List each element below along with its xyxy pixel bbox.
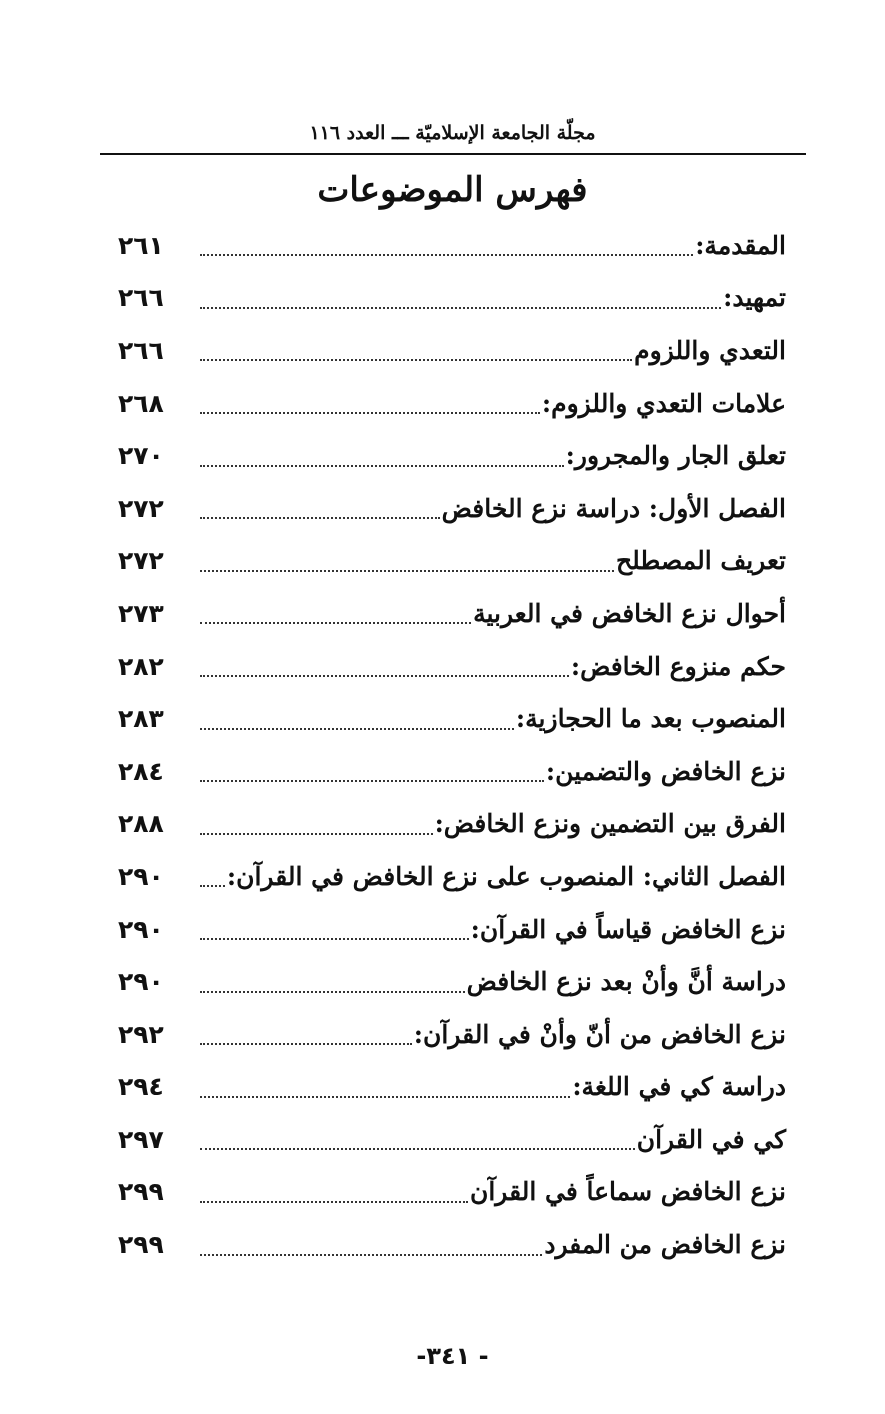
toc-entry-title: الفرق بين التضمين ونزع الخافض: — [434, 809, 786, 839]
toc-entry-title: تمهيد: — [723, 283, 786, 313]
toc-entry — [110, 1218, 786, 1271]
dot-leader — [200, 1201, 468, 1203]
toc-entry-page: ٢٩٩ — [118, 1230, 164, 1260]
page-title: فهرس الموضوعات — [317, 170, 588, 210]
toc-entry-page: ٢٧٣ — [118, 598, 164, 628]
toc-entry — [110, 745, 786, 798]
toc-entry-page: ٢٩٠ — [118, 914, 164, 944]
dot-leader — [200, 833, 433, 835]
dot-leader — [200, 991, 465, 993]
running-header: مجلّة الجامعة الإسلاميّة ـــ العدد ١١٦ — [309, 122, 596, 144]
toc-entry-page: ٢٩٤ — [118, 1072, 164, 1102]
toc-entry-page: ٢٩٩ — [118, 1177, 164, 1207]
toc-entry-page: ٢٦٨ — [118, 388, 164, 418]
toc-entry-page: ٢٦٦ — [118, 283, 164, 313]
toc-entry — [110, 429, 786, 482]
toc-entry-page: ٢٩٢ — [118, 1019, 164, 1049]
toc-entry-title: نزع الخافض من أنّ وأنْ في القرآن: — [413, 1019, 786, 1049]
toc-entry — [110, 640, 786, 693]
toc-entry-page: ٢٩٧ — [118, 1124, 164, 1154]
toc-entry — [110, 1166, 786, 1219]
dot-leader — [200, 622, 471, 624]
dot-leader — [200, 412, 540, 414]
toc-entry-page: ٢٦١ — [118, 230, 164, 260]
header-rule — [100, 153, 806, 155]
toc-entry-title: تعلق الجار والمجرور: — [565, 441, 786, 471]
toc-entry — [110, 798, 786, 851]
toc-entry-page: ٢٨٣ — [118, 704, 164, 734]
toc-entry-title: المقدمة: — [695, 230, 786, 260]
toc-entry-page: ٢٨٨ — [118, 809, 164, 839]
toc-entry — [110, 587, 786, 640]
toc-entry-title: علامات التعدي واللزوم: — [541, 388, 786, 418]
dot-leader — [200, 517, 440, 519]
toc-entry-title: المنصوب بعد ما الحجازية: — [515, 704, 786, 734]
toc-entry-page: ٢٧٢ — [118, 546, 164, 576]
toc-entry — [110, 955, 786, 1008]
dot-leader — [200, 254, 693, 256]
dot-leader — [200, 1254, 542, 1256]
dot-leader — [200, 307, 721, 309]
toc-entry-title: نزع الخافض والتضمين: — [545, 756, 786, 786]
toc-entry-page: ٢٨٤ — [118, 756, 164, 786]
toc-entry — [110, 482, 786, 535]
toc-entry-title: الفصل الأول: دراسة نزع الخافض — [441, 493, 786, 523]
dot-leader — [200, 885, 225, 887]
dot-leader — [200, 465, 564, 467]
toc-entry-title: دراسة كي في اللغة: — [572, 1072, 786, 1102]
toc-entry-title: حكم منزوع الخافض: — [570, 651, 786, 681]
toc-entry — [110, 377, 786, 430]
toc-entry-title: نزع الخافض قياساً في القرآن: — [470, 914, 786, 944]
toc-entry — [110, 1113, 786, 1166]
table-of-contents — [110, 219, 786, 1271]
dot-leader — [200, 1096, 570, 1098]
toc-entry-page: ٢٩٠ — [118, 861, 164, 891]
dot-leader — [200, 728, 514, 730]
toc-entry-page: ٢٨٢ — [118, 651, 164, 681]
toc-entry — [110, 535, 786, 588]
dot-leader — [200, 1043, 412, 1045]
page-number: -٣٤١ - — [416, 1342, 489, 1370]
toc-entry-title: التعدي واللزوم — [634, 335, 786, 365]
toc-entry — [110, 1061, 786, 1114]
toc-entry-title: دراسة أنَّ وأنْ بعد نزع الخافض — [466, 967, 786, 997]
toc-entry-page: ٢٧٢ — [118, 493, 164, 523]
dot-leader — [200, 938, 469, 940]
dot-leader — [200, 359, 632, 361]
toc-entry-page: ٢٩٠ — [118, 967, 164, 997]
toc-entry-title: كي في القرآن — [636, 1124, 786, 1154]
toc-entry — [110, 272, 786, 325]
dot-leader — [200, 675, 569, 677]
toc-entry-title: نزع الخافض من المفرد — [544, 1230, 786, 1260]
toc-entry — [110, 1008, 786, 1061]
toc-entry — [110, 850, 786, 903]
toc-entry-page: ٢٦٦ — [118, 335, 164, 365]
toc-entry-title: الفصل الثاني: المنصوب على نزع الخافض في القرآن: — [226, 861, 786, 891]
toc-entry-title: تعريف المصطلح — [616, 546, 786, 576]
toc-entry — [110, 324, 786, 377]
dot-leader — [200, 780, 544, 782]
dot-leader — [200, 570, 614, 572]
toc-entry-title: أحوال نزع الخافض في العربية — [473, 598, 786, 628]
dot-leader — [200, 1148, 635, 1150]
toc-entry — [110, 692, 786, 745]
toc-entry — [110, 903, 786, 956]
toc-entry — [110, 219, 786, 272]
toc-entry-page: ٢٧٠ — [118, 441, 164, 471]
toc-entry-title: نزع الخافض سماعاً في القرآن — [469, 1177, 786, 1207]
